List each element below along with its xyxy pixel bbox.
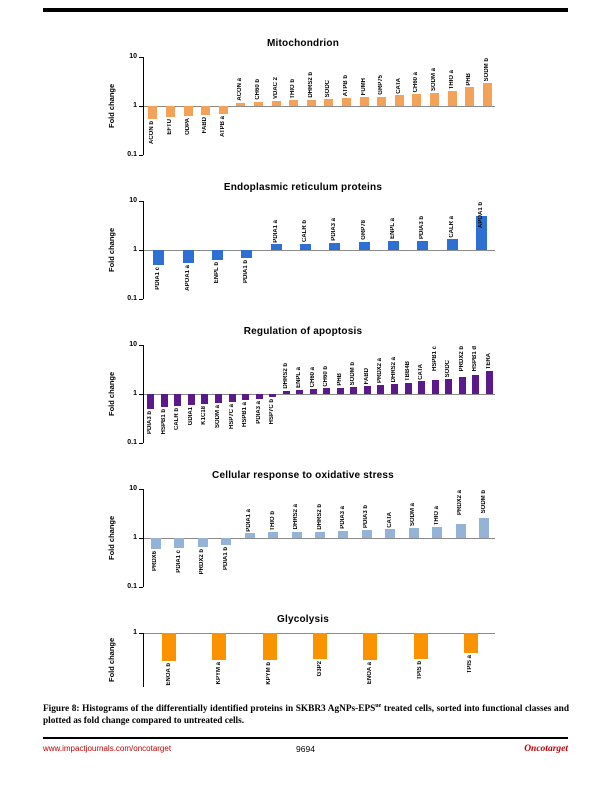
- y-tick-mark: [139, 299, 143, 300]
- bar-label: ATPB b: [342, 74, 349, 97]
- bar-label: PRDX2 b: [458, 346, 465, 372]
- bar-label: GDIA1: [187, 406, 194, 426]
- bar-label: VDAC 2: [272, 77, 279, 100]
- bar-label: TBB4B: [404, 360, 411, 381]
- baseline-fold-change-1: [144, 250, 495, 251]
- y-tick-label: 10: [129, 197, 137, 204]
- bar-prdx2-b: [459, 377, 466, 394]
- bar-hsp7c-a: [229, 394, 236, 402]
- chart-title: Glycolysis: [276, 614, 330, 625]
- bar-apoa1-a: [183, 250, 194, 263]
- bar-calr-b: [300, 244, 311, 250]
- bar-label: THIO b: [290, 78, 297, 99]
- bar-label: TPIS a: [467, 655, 474, 674]
- figure-caption-text: Histograms of the differentially identified proteins in SKBR3 AgNPs-EPS: [79, 704, 376, 715]
- chart-endoplasmic-reticulum: [107, 182, 499, 302]
- plot-area: [143, 345, 495, 443]
- bar-sodm-a: [430, 93, 439, 106]
- bar-tpis-a: [464, 633, 478, 653]
- bar-label: ENOA a: [366, 662, 373, 685]
- bar-label: PDIA3 b: [419, 215, 426, 239]
- bar-label: PDIA3 a: [339, 506, 346, 529]
- bar-label: DHRS2 a: [293, 504, 300, 530]
- bar-label: PDIA1 a: [272, 219, 279, 243]
- bar-pdia3-a: [329, 243, 340, 250]
- bar-pdia1-a: [271, 244, 282, 250]
- bar-label: ENPL a: [389, 218, 396, 240]
- bar-label: DHRS2 b: [307, 71, 314, 98]
- bar-pdia1-b: [221, 538, 231, 545]
- bar-cata: [395, 95, 404, 106]
- y-tick-label: 1: [133, 390, 137, 397]
- y-axis-ticks: [123, 197, 143, 302]
- bar-sodm-a: [215, 394, 222, 403]
- y-axis-label: Fold change: [107, 637, 116, 683]
- bar-label: TPIS b: [417, 661, 424, 680]
- bar-hspb1-a: [242, 394, 249, 400]
- bar-gdia1: [188, 394, 195, 405]
- bar-label: PRDX6: [152, 550, 159, 571]
- plot-area: [143, 57, 495, 155]
- bar-thio-a: [448, 91, 457, 106]
- y-axis-ticks: [123, 629, 143, 687]
- y-axis-label: Fold change: [107, 515, 116, 561]
- bar-label: SODM a: [214, 404, 221, 428]
- page-number: 9694: [296, 744, 315, 754]
- bar-pdia3-a: [338, 531, 348, 538]
- bar-label: CH60 a: [413, 71, 420, 93]
- y-tick-label: 1: [133, 534, 137, 541]
- y-axis-ticks: [123, 485, 143, 590]
- bar-ch60-b: [254, 102, 263, 106]
- bar-label: DHRS2 b: [282, 363, 289, 390]
- bar-label: CATA: [386, 511, 393, 528]
- bar-thio-a: [432, 527, 442, 538]
- bar-hspb1-d: [472, 375, 479, 394]
- footer-rule: [43, 737, 568, 739]
- bar-ch60-a: [310, 389, 317, 394]
- bar-label: CALR b: [174, 407, 181, 430]
- bar-label: SODM a: [410, 502, 417, 526]
- bar-ch60-b: [323, 388, 330, 394]
- bar-label: DHRS2 b: [316, 503, 323, 530]
- bar-label: ENPL a: [296, 367, 303, 389]
- bar-prdx2-b: [198, 538, 208, 547]
- bar-sodc: [445, 379, 452, 394]
- bar-calr-a: [447, 239, 458, 250]
- bar-label: HSPB1 a: [242, 402, 249, 428]
- chart-oxidative-stress: [107, 470, 499, 590]
- bar-label: SODC: [445, 359, 452, 378]
- bar-sodm-b: [483, 83, 492, 106]
- journal-name: Oncotarget: [524, 744, 568, 754]
- journal-url[interactable]: www.impactjournals.com/oncotarget: [43, 744, 172, 753]
- bar-label: HSP7C a: [228, 403, 235, 429]
- bar-g3p2: [313, 633, 327, 659]
- bar-label: PHB: [336, 372, 343, 386]
- bar-label: PDIA3 a: [331, 218, 338, 241]
- bar-calr-b: [174, 394, 181, 406]
- y-tick-label: 10: [129, 341, 137, 348]
- plot-area: [143, 201, 495, 299]
- y-axis-ticks: [123, 341, 143, 446]
- baseline-fold-change-1: [144, 394, 495, 395]
- bar-label: CH60 b: [323, 365, 330, 387]
- bar-grp78: [359, 242, 370, 250]
- bar-label: CALR b: [301, 219, 308, 242]
- bar-label: PDIA1 c: [175, 550, 182, 573]
- bar-label: FABD: [202, 117, 209, 134]
- figure-caption: [43, 700, 569, 727]
- bar-prdx2-a: [377, 385, 384, 394]
- y-axis-label: Fold change: [107, 227, 116, 273]
- bar-label: SODC: [325, 79, 332, 97]
- bar-label: PRDX2 a: [377, 358, 384, 384]
- y-tick-label: 0.1: [127, 439, 137, 446]
- bar-pdia3-b: [147, 394, 154, 409]
- bar-label: GRP78: [360, 220, 367, 241]
- top-rule: [43, 8, 568, 12]
- bar-vdac-2: [272, 101, 281, 106]
- bar-label: CALR a: [448, 215, 455, 238]
- bar-phb: [337, 388, 344, 394]
- bar-sodm-b: [350, 387, 357, 394]
- bar-label: PDIA3 b: [363, 505, 370, 529]
- bar-label: EFTU: [166, 118, 173, 135]
- bar-label: ATPB a: [219, 115, 226, 137]
- bar-phb: [465, 87, 474, 106]
- bar-dhrs2-b: [307, 100, 316, 106]
- baseline-fold-change-1: [144, 106, 495, 107]
- bar-fabd: [201, 106, 210, 115]
- y-tick-label: 0.1: [127, 583, 137, 590]
- bar-pdia3-b: [362, 530, 372, 538]
- bar-dhrs2-b: [315, 532, 325, 538]
- plot-area: [143, 489, 495, 587]
- bar-prdx6: [151, 538, 161, 549]
- bar-label: SODM b: [350, 361, 357, 385]
- figure-8-charts: [43, 38, 568, 714]
- bar-label: ENPL b: [213, 262, 220, 284]
- bar-label: PDIA1 b: [222, 546, 229, 570]
- bar-label: PDIA3 b: [147, 410, 154, 434]
- bar-atpb-b: [342, 98, 351, 106]
- y-tick-mark: [139, 587, 143, 588]
- bar-sodm-a: [409, 528, 419, 538]
- bar-label: KPYM b: [266, 662, 273, 686]
- bar-label: HSPB1 d: [472, 346, 479, 372]
- bar-pdia1-c: [174, 538, 184, 548]
- bar-dhrs2-b: [283, 391, 290, 394]
- bar-label: THIO b: [269, 510, 276, 531]
- bar-thio-b: [289, 100, 298, 106]
- bar-acon-a: [236, 103, 245, 106]
- bar-enpl-a: [296, 390, 303, 394]
- bar-label: SODM b: [483, 58, 490, 82]
- bar-label: ACON b: [149, 120, 156, 144]
- bar-label: PRDX2 b: [199, 548, 206, 575]
- bar-enpl-a: [388, 241, 399, 250]
- bar-label: DHRS2 a: [390, 356, 397, 382]
- bar-k1c18: [201, 394, 208, 404]
- plot-area: [143, 633, 495, 687]
- bar-enoa-b: [162, 633, 176, 661]
- bar-enoa-a: [363, 633, 377, 660]
- bar-label: PDIA1 a: [246, 508, 253, 532]
- bar-cata: [385, 529, 395, 538]
- bar-label: PRDX2 a: [457, 490, 464, 516]
- bar-label: G3P2: [316, 661, 323, 677]
- bar-label: PDIA3 a: [255, 401, 262, 424]
- bar-fumh: [360, 97, 369, 106]
- page-footer: [43, 744, 568, 754]
- bar-label: TERA: [485, 353, 492, 370]
- bar-label: HSPB1 c: [431, 346, 438, 372]
- bar-acon-b: [148, 106, 157, 119]
- bar-odpa: [184, 106, 193, 116]
- bar-label: FUMH: [360, 78, 367, 96]
- bar-label: ACON a: [237, 78, 244, 102]
- bar-label: ODPA: [184, 118, 191, 136]
- chart-mitochondrion: [107, 38, 499, 158]
- bar-label: APOA1 a: [184, 264, 191, 291]
- bar-label: HSPB1 b: [160, 408, 167, 435]
- bar-pdia1-c: [153, 250, 164, 265]
- chart-glycolysis: [107, 614, 499, 687]
- bar-eftu: [166, 106, 175, 117]
- bar-hspb1-c: [432, 380, 439, 394]
- bar-label: CH60 a: [309, 366, 316, 388]
- bar-label: FABD: [363, 367, 370, 385]
- bar-cata: [418, 381, 425, 394]
- bar-label: APOA1 b: [477, 202, 484, 229]
- bar-dhrs2-a: [292, 532, 302, 538]
- bar-label: KPYM a: [215, 661, 222, 685]
- chart-regulation-of-apoptosis: [107, 326, 499, 446]
- bar-sodm-b: [479, 518, 489, 538]
- y-tick-label: 1: [133, 629, 137, 636]
- y-tick-label: 0.1: [127, 295, 137, 302]
- bar-fabd: [364, 386, 371, 394]
- chart-title: Mitochondrion: [266, 38, 340, 49]
- bar-pdia1-b: [241, 250, 252, 258]
- bar-dhrs2-a: [391, 384, 398, 394]
- bar-tera: [486, 371, 493, 394]
- bar-kpym-b: [263, 633, 277, 660]
- y-axis-label: Fold change: [107, 83, 116, 129]
- bar-label: GRP75: [378, 75, 385, 95]
- bar-atpb-a: [219, 106, 228, 114]
- bar-kpym-a: [212, 633, 226, 660]
- bar-label: CH60 b: [254, 79, 261, 101]
- bar-hsp7c-b: [269, 394, 276, 397]
- bar-label: PDIA1 b: [243, 259, 250, 283]
- bar-sodc: [324, 99, 333, 106]
- figure-caption-text: treated cells, sorted into functional classes and plotted as fold change compared to untreated cells.: [43, 704, 569, 727]
- bar-enpl-b: [212, 250, 223, 260]
- bar-ch60-a: [412, 94, 421, 106]
- y-tick-mark: [139, 443, 143, 444]
- chart-title: Cellular response to oxidative stress: [212, 470, 394, 481]
- y-axis-label: Fold change: [107, 371, 116, 417]
- y-tick-mark: [139, 155, 143, 156]
- chart-title: Endoplasmic reticulum proteins: [223, 182, 383, 193]
- bar-pdia3-a: [256, 394, 263, 399]
- bar-thio-b: [268, 532, 278, 538]
- bar-grp75: [377, 97, 386, 106]
- bar-label: K1C18: [201, 405, 208, 425]
- y-axis-ticks: [123, 53, 143, 158]
- figure-caption-superscript: ue: [375, 703, 382, 709]
- bar-label: THIO a: [448, 69, 455, 90]
- figure-caption-label: Figure 8:: [43, 704, 80, 715]
- bar-label: CATA: [395, 77, 402, 94]
- bar-prdx2-a: [456, 524, 466, 538]
- y-tick-label: 1: [133, 246, 137, 253]
- y-tick-label: 0.1: [127, 151, 137, 158]
- bar-label: PHB: [466, 72, 473, 86]
- bar-tpis-b: [414, 633, 428, 659]
- bar-label: ENOA b: [165, 663, 172, 686]
- y-tick-label: 10: [129, 485, 137, 492]
- bar-label: CATA: [418, 363, 425, 380]
- y-tick-label: 10: [129, 53, 137, 60]
- bar-label: THIO a: [433, 506, 440, 526]
- chart-title: Regulation of apoptosis: [243, 326, 363, 337]
- bar-tbb4b: [405, 383, 412, 394]
- bar-label: HSP7C b: [269, 399, 276, 425]
- bar-hspb1-b: [161, 394, 168, 407]
- bar-pdia3-b: [417, 241, 428, 250]
- y-tick-label: 1: [133, 102, 137, 109]
- bar-label: SODM a: [430, 67, 437, 91]
- bar-pdia1-a: [245, 533, 255, 538]
- bar-label: PDIA1 c: [155, 266, 162, 290]
- bar-label: SODM b: [480, 490, 487, 514]
